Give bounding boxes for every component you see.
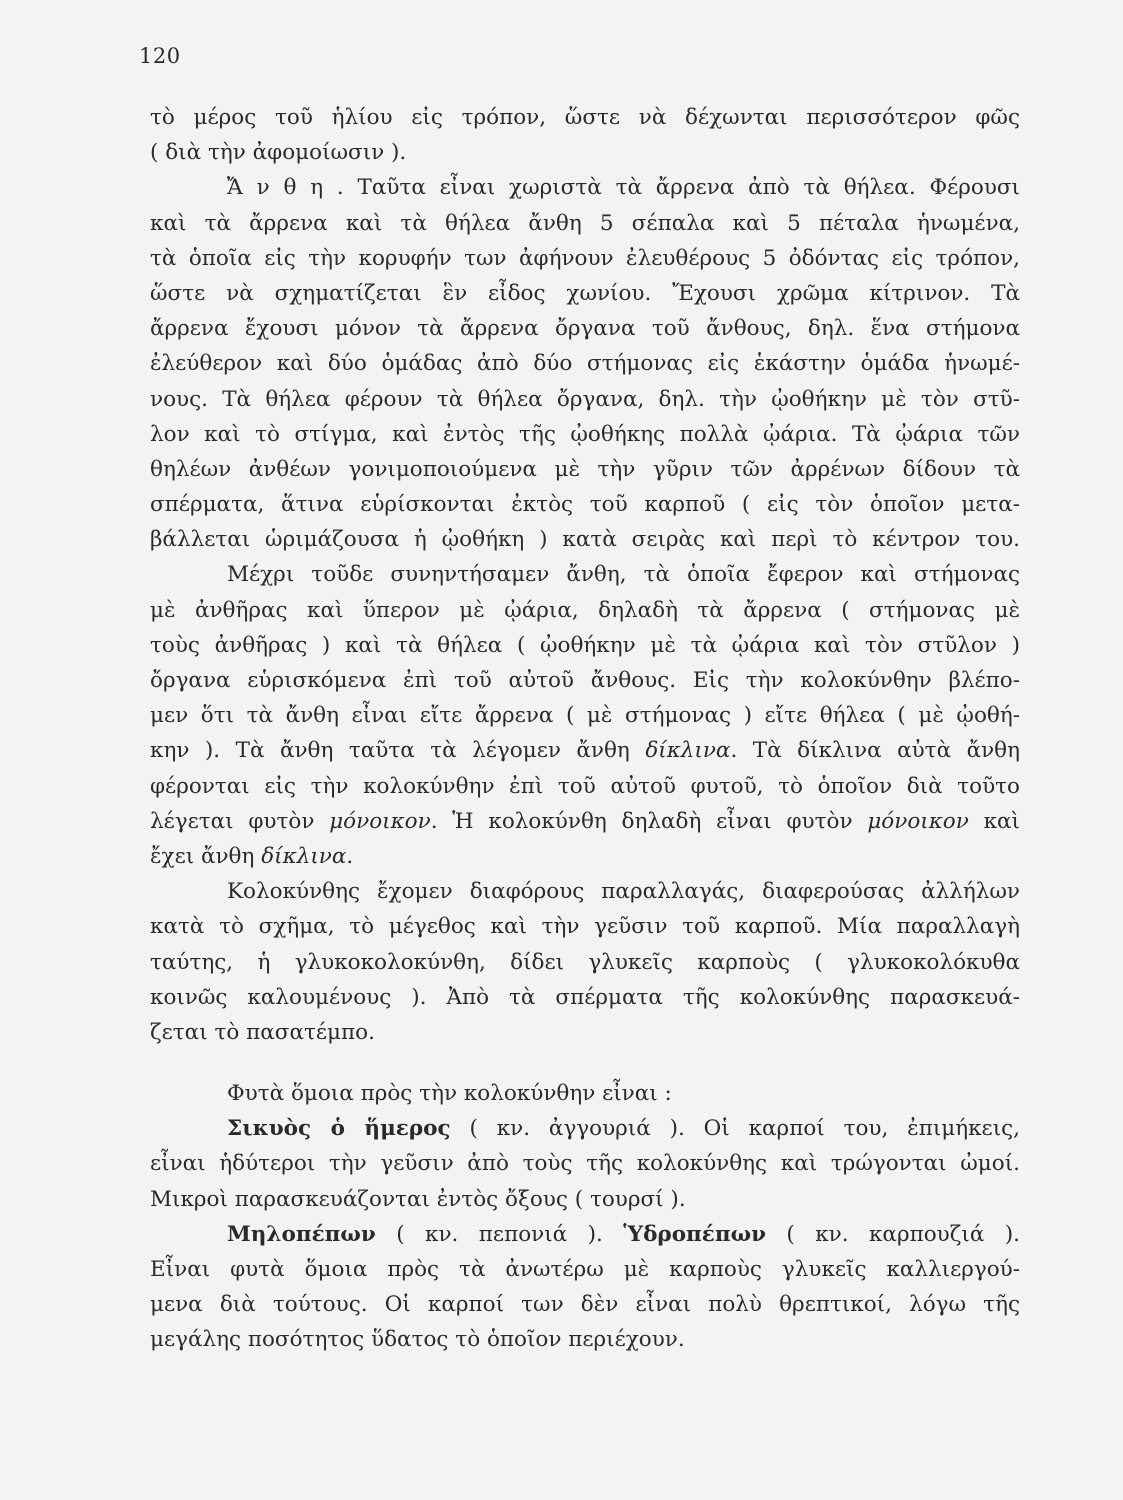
text-line: [150, 804, 1020, 839]
text-line: Εἶναι φυτὰ ὅμοια πρὸς τὰ ἀνωτέρω μὲ καρποὺς γλυκεῖς καλλιεργού-: [150, 1257, 1020, 1282]
text-line: φέρονται εἰς τὴν κολοκύνθην ἐπὶ τοῦ αὐτοῦ φυτοῦ, τὸ ὁποῖον διὰ τοῦτο: [150, 773, 1020, 799]
text-run: κην ). Τὰ ἄνθη ταῦτα τὰ λέγομεν ἄνθη: [150, 738, 646, 764]
bold-term: Μηλοπέπων: [227, 1221, 376, 1247]
text-line: εἶναι ἡδύτεροι τὴν γεῦσιν ἀπὸ τοὺς τῆς κολοκύνθης καὶ τρώγονται ὠμοί.: [150, 1151, 1020, 1177]
text-line: ἐλεύθερον καὶ δύο ὁμάδας ἀπὸ δύο στήμονας εἰς ἑκάστην ὁμάδα ἡνωμέ-: [150, 351, 1020, 377]
text-line: ὄργανα εὑρισκόμενα ἐπὶ τοῦ αὐτοῦ ἄνθους. Εἰς τὴν κολοκύνθην βλέπο-: [150, 668, 1020, 693]
italic-term: δίκλινα: [261, 843, 347, 869]
text-line: [150, 1111, 1020, 1146]
text-line: [150, 733, 1020, 768]
text-line: βάλλεται ὡριμάζουσα ἡ ᾠοθήκη ) κατὰ σειρὰς καὶ περὶ τὸ κέντρον του.: [150, 527, 1020, 553]
text-line: θηλέων ἀνθέων γονιμοποιούμενα μὲ τὴν γῦριν τῶν ἀρρένων δίδουν τὰ: [150, 456, 1020, 482]
body-text: [150, 100, 1020, 1358]
text-line: κοινῶς καλουμένους ). Ἀπὸ τὰ σπέρματα τῆς κολοκύνθης παρασκευά-: [150, 984, 1020, 1010]
text-run: . Τὰ δίκλινα αὐτὰ ἄνθη: [730, 738, 1021, 764]
text-line: ( διὰ τὴν ἀφομοίωσιν ).: [150, 140, 407, 166]
italic-term: μόνοικον: [867, 808, 969, 834]
text-line: Ἄ ν θ η . Ταῦτα εἶναι χωριστὰ τὰ ἄρρενα ἀπὸ τὰ θήλεα. Φέρουσι: [227, 175, 1020, 201]
text-run: ( κν. ἀγγουριά ). Οἱ καρποί του, ἐπιμήκεις,: [450, 1116, 1021, 1142]
text-line: μενα διὰ τούτους. Οἱ καρποί των δὲν εἶναι πολὺ θρεπτικοί, λόγω τῆς: [150, 1292, 1020, 1318]
text-line: μὲ ἀνθῆρας καὶ ὕπερον μὲ ᾠάρια, δηλαδὴ τὰ ἄρρενα ( στήμονας μὲ: [150, 597, 1020, 623]
text-line: [150, 1217, 1020, 1252]
text-line: μεν ὅτι τὰ ἄνθη εἶναι εἴτε ἄρρενα ( μὲ στήμονας ) εἴτε θήλεα ( μὲ ᾠοθή-: [150, 703, 1020, 729]
text-line: [150, 839, 1020, 874]
text-line: Φυτὰ ὅμοια πρὸς τὴν κολοκύνθην εἶναι :: [227, 1081, 672, 1107]
bold-term: Σικυὸς ὁ ἥμερος: [227, 1116, 451, 1142]
text-line: ταύτης, ἡ γλυκοκολοκύνθη, δίδει γλυκεῖς καρποὺς ( γλυκοκολόκυθα: [150, 949, 1020, 975]
text-run: ( κν. πεπονιά ).: [375, 1221, 624, 1247]
text-line: Μικροὶ παρασκευάζονται ἐντὸς ὄξους ( τουρσί ).: [150, 1186, 686, 1212]
text-line: ἄρρενα ἔχουσι μόνον τὰ ἄρρενα ὄργανα τοῦ ἄνθους, δηλ. ἕνα στήμονα: [150, 316, 1020, 342]
page-number: 120: [139, 44, 181, 68]
text-line: μεγάλης ποσότητος ὕδατος τὸ ὁποῖον περιέχουν.: [150, 1327, 685, 1353]
text-line: τοὺς ἀνθῆρας ) καὶ τὰ θήλεα ( ᾠοθήκην μὲ τὰ ᾠάρια καὶ τὸν στῦλον ): [150, 632, 1020, 658]
text-line: καὶ τὰ ἄρρενα καὶ τὰ θήλεα ἄνθη 5 σέπαλα καὶ 5 πέταλα ἡνωμένα,: [150, 210, 1020, 236]
text-line: τὸ μέρος τοῦ ἡλίου εἰς τρόπον, ὥστε νὰ δέχωνται περισσότερον φῶς: [150, 105, 1020, 130]
text-run: ( κν. καρπουζιά ).: [765, 1221, 1020, 1247]
text-line: νους. Τὰ θήλεα φέρουν τὰ θήλεα ὄργανα, δηλ. τὴν ᾠοθήκην μὲ τὸν στῦ-: [150, 386, 1020, 412]
text-run: . Ἡ κολοκύνθη δηλαδὴ εἶναι φυτὸν: [430, 808, 868, 834]
text-run: ἔχει ἄνθη: [150, 843, 262, 869]
text-line: Μέχρι τοῦδε συνηντήσαμεν ἄνθη, τὰ ὁποῖα ἔφερον καὶ στήμονας: [227, 562, 1020, 588]
text-line: Κολοκύνθης ἔχομεν διαφόρους παραλλαγάς, διαφερούσας ἀλλήλων: [227, 879, 1020, 905]
italic-term: δίκλινα: [645, 738, 731, 764]
paragraph-gap: [150, 1050, 1020, 1076]
text-line: ὥστε νὰ σχηματίζεται ἓν εἶδος χωνίου. Ἔχουσι χρῶμα κίτρινον. Τὰ: [150, 280, 1020, 306]
text-line: τὰ ὁποῖα εἰς τὴν κορυφήν των ἀφήνουν ἐλευθέρους 5 ὀδόντας εἰς τρόπον,: [150, 245, 1020, 271]
italic-term: μόνοικον: [329, 808, 431, 834]
text-line: ζεται τὸ πασατέμπο.: [150, 1019, 375, 1045]
text-run: .: [346, 843, 354, 869]
text-run: λέγεται φυτὸν: [150, 808, 330, 834]
text-line: κατὰ τὸ σχῆμα, τὸ μέγεθος καὶ τὴν γεῦσιν τοῦ καρποῦ. Μία παραλλαγὴ: [150, 914, 1020, 940]
text-line: σπέρματα, ἅτινα εὑρίσκονται ἐκτὸς τοῦ καρποῦ ( εἰς τὸν ὁποῖον μετα-: [150, 492, 1020, 518]
bold-term: Ὑδροπέπων: [623, 1221, 766, 1247]
text-line: λον καὶ τὸ στίγμα, καὶ ἐντὸς τῆς ᾠοθήκης πολλὰ ᾠάρια. Τὰ ᾠάρια τῶν: [150, 421, 1020, 447]
text-run: καὶ: [968, 808, 1020, 834]
